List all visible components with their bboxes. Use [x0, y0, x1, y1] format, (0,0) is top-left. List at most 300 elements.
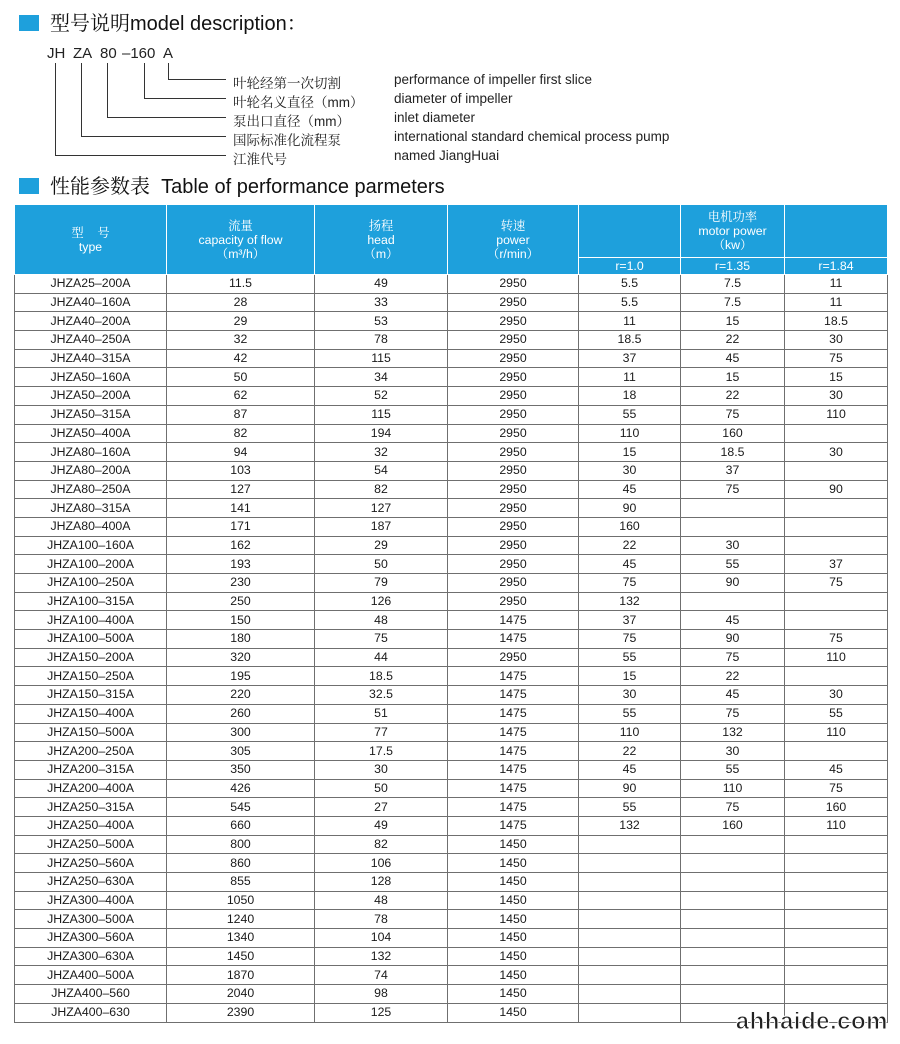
table-cell: 29 — [167, 312, 315, 331]
table-cell: 2950 — [448, 574, 579, 593]
table-cell: JHZA200–315A — [15, 760, 167, 779]
table-row — [15, 611, 888, 630]
table-row — [15, 499, 888, 518]
table-cell: 2040 — [167, 985, 315, 1004]
table-cell: 30 — [681, 742, 785, 761]
table-cell: 125 — [315, 1003, 448, 1022]
desc-en-4: international standard chemical process pump — [394, 129, 670, 144]
table-cell: JHZA400–560 — [15, 985, 167, 1004]
table-cell: 75 — [579, 574, 681, 593]
table-cell: JHZA100–200A — [15, 555, 167, 574]
table-cell: 1475 — [448, 611, 579, 630]
table-row — [15, 686, 888, 705]
table-row — [15, 424, 888, 443]
table-cell: JHZA100–500A — [15, 630, 167, 649]
table-row — [15, 966, 888, 985]
table-cell — [579, 910, 681, 929]
table-row — [15, 461, 888, 480]
table-cell: 1450 — [448, 985, 579, 1004]
table-cell: JHZA50–315A — [15, 405, 167, 424]
table-row — [15, 331, 888, 350]
table-cell: 160 — [681, 424, 785, 443]
table-cell: 75 — [785, 630, 888, 649]
table-cell: 28 — [167, 293, 315, 312]
table-cell: 115 — [315, 405, 448, 424]
code-80: 80 — [100, 45, 117, 62]
table-cell: 1450 — [448, 1003, 579, 1022]
table-cell: 34 — [315, 368, 448, 387]
table-cell: 94 — [167, 443, 315, 462]
table-cell: 22 — [681, 387, 785, 406]
table-cell: 194 — [315, 424, 448, 443]
table-cell: 42 — [167, 349, 315, 368]
table-cell: JHZA300–630A — [15, 947, 167, 966]
table-cell: JHZA200–250A — [15, 742, 167, 761]
table-cell — [579, 854, 681, 873]
header-motor-blank — [579, 205, 681, 258]
table-cell: 2950 — [448, 368, 579, 387]
table-cell: 11 — [579, 368, 681, 387]
table-cell: 50 — [315, 555, 448, 574]
table-row — [15, 443, 888, 462]
table-cell: 30 — [315, 760, 448, 779]
table-cell: 103 — [167, 461, 315, 480]
table-cell: 90 — [681, 574, 785, 593]
table-row — [15, 349, 888, 368]
table-cell: JHZA25–200A — [15, 275, 167, 294]
table-cell: 17.5 — [315, 742, 448, 761]
table-cell: 75 — [579, 630, 681, 649]
table-cell: 260 — [167, 704, 315, 723]
table-row — [15, 480, 888, 499]
table-row — [15, 816, 888, 835]
table-cell: 1870 — [167, 966, 315, 985]
table-cell: JHZA80–315A — [15, 499, 167, 518]
table-cell: 15 — [785, 368, 888, 387]
table-cell: 18.5 — [681, 443, 785, 462]
desc-zh-3: 泵出口直径（mm） — [233, 114, 350, 129]
table-cell: 50 — [315, 779, 448, 798]
table-cell: 2950 — [448, 592, 579, 611]
table-cell: 7.5 — [681, 293, 785, 312]
performance-table — [14, 204, 888, 1023]
header-type: 型 号 type — [15, 205, 167, 275]
table-cell: 75 — [785, 779, 888, 798]
table-cell — [579, 873, 681, 892]
table-cell: 180 — [167, 630, 315, 649]
table-cell: JHZA100–315A — [15, 592, 167, 611]
table-cell: 30 — [785, 686, 888, 705]
table-cell: 320 — [167, 648, 315, 667]
table-cell: 305 — [167, 742, 315, 761]
table-cell: 545 — [167, 798, 315, 817]
table-cell: 2950 — [448, 461, 579, 480]
table-cell: JHZA250–500A — [15, 835, 167, 854]
section-marker-icon — [19, 178, 39, 194]
table-cell: 75 — [681, 704, 785, 723]
table-cell — [785, 461, 888, 480]
desc-zh-4: 国际标准化流程泵 — [233, 133, 341, 148]
table-cell: 660 — [167, 816, 315, 835]
table-cell: 1450 — [448, 947, 579, 966]
table-cell: 2950 — [448, 405, 579, 424]
table-cell: 30 — [681, 536, 785, 555]
table-cell: 30 — [785, 443, 888, 462]
table-cell: 22 — [681, 331, 785, 350]
table-cell — [785, 592, 888, 611]
table-cell: 1340 — [167, 929, 315, 948]
table-row — [15, 723, 888, 742]
table-cell: 45 — [579, 760, 681, 779]
table-cell: JHZA80–200A — [15, 461, 167, 480]
table-cell: 22 — [681, 667, 785, 686]
table-cell: JHZA40–315A — [15, 349, 167, 368]
table-cell: 110 — [785, 648, 888, 667]
table-cell: 30 — [579, 461, 681, 480]
table-cell: 82 — [315, 480, 448, 499]
table-cell: 90 — [785, 480, 888, 499]
table-cell: 350 — [167, 760, 315, 779]
table-row — [15, 574, 888, 593]
table-cell: 50 — [167, 368, 315, 387]
table-cell: 1475 — [448, 798, 579, 817]
table-cell: 98 — [315, 985, 448, 1004]
table-cell: 426 — [167, 779, 315, 798]
table-cell: 90 — [579, 499, 681, 518]
table-cell: JHZA80–250A — [15, 480, 167, 499]
table-row — [15, 667, 888, 686]
table-cell: JHZA80–160A — [15, 443, 167, 462]
table-cell: 127 — [167, 480, 315, 499]
table-cell: 220 — [167, 686, 315, 705]
table-cell — [681, 873, 785, 892]
table-cell: JHZA250–315A — [15, 798, 167, 817]
watermark: ahhaide.com — [735, 1008, 888, 1035]
table-cell — [785, 499, 888, 518]
table-cell: JHZA400–630 — [15, 1003, 167, 1022]
table-cell: 160 — [785, 798, 888, 817]
table-cell — [785, 835, 888, 854]
table-cell: 49 — [315, 816, 448, 835]
code-160: –160 — [122, 45, 156, 62]
table-cell: 45 — [681, 611, 785, 630]
table-row — [15, 275, 888, 294]
table-cell: 110 — [785, 405, 888, 424]
table-row — [15, 760, 888, 779]
table-cell — [681, 947, 785, 966]
table-cell: 2950 — [448, 480, 579, 499]
table-cell — [579, 891, 681, 910]
table-cell — [681, 835, 785, 854]
table-cell — [785, 891, 888, 910]
table-cell: JHZA150–250A — [15, 667, 167, 686]
table-cell: 110 — [681, 779, 785, 798]
table-cell: 150 — [167, 611, 315, 630]
table-cell: 11.5 — [167, 275, 315, 294]
table-cell: 55 — [785, 704, 888, 723]
table-row — [15, 947, 888, 966]
table-cell: 82 — [167, 424, 315, 443]
header-head: 扬程 head （m） — [315, 205, 448, 275]
table-cell: JHZA40–200A — [15, 312, 167, 331]
table-cell: 1450 — [448, 910, 579, 929]
table-cell: 132 — [579, 816, 681, 835]
table-cell: 7.5 — [681, 275, 785, 294]
table-cell: 55 — [579, 704, 681, 723]
table-cell: 33 — [315, 293, 448, 312]
table-row — [15, 742, 888, 761]
table-row — [15, 312, 888, 331]
table-cell: JHZA100–400A — [15, 611, 167, 630]
table-cell — [681, 891, 785, 910]
code-za: ZA — [73, 45, 93, 62]
table-cell: JHZA100–160A — [15, 536, 167, 555]
table-cell — [785, 873, 888, 892]
table-cell: 1450 — [167, 947, 315, 966]
header-motor: 电机功率 motor power （kw） — [681, 205, 785, 258]
table-cell — [785, 667, 888, 686]
table-cell — [681, 854, 785, 873]
table-cell: 2950 — [448, 331, 579, 350]
table-cell: 44 — [315, 648, 448, 667]
table-cell: 132 — [579, 592, 681, 611]
table-cell: 30 — [579, 686, 681, 705]
table-cell: JHZA80–400A — [15, 517, 167, 536]
table-cell — [681, 517, 785, 536]
table-cell: 18.5 — [315, 667, 448, 686]
table-cell: 2950 — [448, 555, 579, 574]
header-ratio-2: r=1.35 — [681, 258, 785, 275]
desc-en-2: diameter of impeller — [394, 91, 513, 106]
table-cell — [785, 611, 888, 630]
table-cell: JHZA40–250A — [15, 331, 167, 350]
table-cell: 37 — [785, 555, 888, 574]
table-cell: 2950 — [448, 312, 579, 331]
table-cell: 27 — [315, 798, 448, 817]
table-row — [15, 835, 888, 854]
table-row — [15, 293, 888, 312]
code-jh: JH — [47, 45, 66, 62]
header-ratio-1: r=1.0 — [579, 258, 681, 275]
table-cell: 2390 — [167, 1003, 315, 1022]
table-cell — [579, 1003, 681, 1022]
table-cell: 62 — [167, 387, 315, 406]
table-cell — [579, 947, 681, 966]
table-cell — [681, 499, 785, 518]
table-cell — [785, 929, 888, 948]
table-cell: 77 — [315, 723, 448, 742]
table-heading: 性能参数表 Table of performance parmeters — [50, 176, 445, 198]
table-cell: 15 — [681, 368, 785, 387]
table-cell: 106 — [315, 854, 448, 873]
table-cell: 2950 — [448, 424, 579, 443]
table-cell — [579, 966, 681, 985]
table-cell: 32 — [315, 443, 448, 462]
table-cell: 75 — [681, 405, 785, 424]
table-row — [15, 779, 888, 798]
table-cell: 11 — [785, 293, 888, 312]
model-heading: 型号说明model description： — [50, 13, 307, 35]
table-cell: 2950 — [448, 275, 579, 294]
table-cell: 160 — [681, 816, 785, 835]
table-row — [15, 798, 888, 817]
table-row — [15, 387, 888, 406]
table-cell: 1450 — [448, 873, 579, 892]
table-cell — [579, 929, 681, 948]
table-cell — [681, 985, 785, 1004]
table-cell: 55 — [579, 798, 681, 817]
table-cell: 15 — [579, 443, 681, 462]
table-cell — [785, 910, 888, 929]
table-cell: 29 — [315, 536, 448, 555]
table-cell: 115 — [315, 349, 448, 368]
table-cell: 22 — [579, 742, 681, 761]
table-cell: 2950 — [448, 349, 579, 368]
table-cell: 2950 — [448, 387, 579, 406]
table-cell: 78 — [315, 331, 448, 350]
table-cell: 45 — [681, 349, 785, 368]
table-cell — [785, 966, 888, 985]
table-cell: 110 — [579, 424, 681, 443]
table-cell: 1450 — [448, 854, 579, 873]
desc-zh-2: 叶轮名义直径（mm） — [233, 95, 364, 110]
table-cell: 2950 — [448, 499, 579, 518]
table-cell — [785, 424, 888, 443]
table-cell: JHZA100–250A — [15, 574, 167, 593]
table-row — [15, 405, 888, 424]
table-cell: 90 — [681, 630, 785, 649]
table-cell: 1450 — [448, 891, 579, 910]
table-cell: 855 — [167, 873, 315, 892]
code-a: A — [163, 45, 174, 62]
table-row — [15, 368, 888, 387]
desc-en-3: inlet diameter — [394, 110, 476, 125]
table-cell: 90 — [579, 779, 681, 798]
header-ratio-3: r=1.84 — [785, 258, 888, 275]
table-cell — [681, 966, 785, 985]
table-cell: 1475 — [448, 779, 579, 798]
table-cell: 5.5 — [579, 275, 681, 294]
table-cell: JHZA300–500A — [15, 910, 167, 929]
table-cell: 53 — [315, 312, 448, 331]
table-cell: 128 — [315, 873, 448, 892]
table-cell: 45 — [785, 760, 888, 779]
table-cell: 15 — [579, 667, 681, 686]
table-cell: 37 — [681, 461, 785, 480]
desc-en-5: named JiangHuai — [394, 148, 500, 163]
table-cell: 110 — [579, 723, 681, 742]
table-row — [15, 592, 888, 611]
table-cell: 2950 — [448, 648, 579, 667]
table-cell: 75 — [785, 574, 888, 593]
table-cell: 75 — [785, 349, 888, 368]
table-cell: 2950 — [448, 536, 579, 555]
table-cell: JHZA200–400A — [15, 779, 167, 798]
table-cell: 160 — [579, 517, 681, 536]
table-cell: JHZA250–560A — [15, 854, 167, 873]
table-cell: 22 — [579, 536, 681, 555]
table-cell: 54 — [315, 461, 448, 480]
table-cell: 104 — [315, 929, 448, 948]
table-cell: 51 — [315, 704, 448, 723]
table-cell: 195 — [167, 667, 315, 686]
table-cell — [785, 985, 888, 1004]
header-power: 转速 power （r/min） — [448, 205, 579, 275]
table-cell: 1475 — [448, 760, 579, 779]
table-cell — [681, 910, 785, 929]
table-cell: 18 — [579, 387, 681, 406]
table-cell: 49 — [315, 275, 448, 294]
table-cell: 132 — [315, 947, 448, 966]
table-cell — [681, 929, 785, 948]
table-cell — [785, 536, 888, 555]
table-row — [15, 536, 888, 555]
table-row — [15, 929, 888, 948]
table-cell: 78 — [315, 910, 448, 929]
desc-zh-5: 江淮代号 — [233, 152, 287, 167]
table-cell: 15 — [681, 312, 785, 331]
table-cell: 37 — [579, 349, 681, 368]
table-cell: 1475 — [448, 667, 579, 686]
table-cell: 300 — [167, 723, 315, 742]
table-cell: JHZA300–400A — [15, 891, 167, 910]
table-cell: 126 — [315, 592, 448, 611]
table-cell: 45 — [579, 555, 681, 574]
table-cell: 45 — [579, 480, 681, 499]
table-cell: 74 — [315, 966, 448, 985]
table-cell: 250 — [167, 592, 315, 611]
table-row — [15, 517, 888, 536]
table-cell: JHZA40–160A — [15, 293, 167, 312]
table-body — [15, 275, 888, 1023]
table-cell: 75 — [681, 798, 785, 817]
table-cell: 2950 — [448, 443, 579, 462]
table-cell: 75 — [315, 630, 448, 649]
table-cell: 162 — [167, 536, 315, 555]
table-cell: 1475 — [448, 816, 579, 835]
table-cell: 1450 — [448, 966, 579, 985]
table-cell: 2950 — [448, 517, 579, 536]
table-cell: 55 — [579, 648, 681, 667]
table-row — [15, 630, 888, 649]
table-cell — [785, 517, 888, 536]
table-cell: JHZA150–400A — [15, 704, 167, 723]
table-cell: 55 — [681, 760, 785, 779]
table-cell: JHZA150–200A — [15, 648, 167, 667]
table-cell: 45 — [681, 686, 785, 705]
header-flow: 流量 capacity of flow （m³/h） — [167, 205, 315, 275]
table-cell — [785, 947, 888, 966]
table-cell: 75 — [681, 480, 785, 499]
table-cell: 75 — [681, 648, 785, 667]
table-cell: 11 — [785, 275, 888, 294]
desc-zh-1: 叶轮经第一次切割 — [233, 76, 341, 91]
table-cell: 1475 — [448, 686, 579, 705]
table-cell: 37 — [579, 611, 681, 630]
table-cell: 82 — [315, 835, 448, 854]
table-cell: 1475 — [448, 723, 579, 742]
table-cell: 2950 — [448, 293, 579, 312]
table-cell: 141 — [167, 499, 315, 518]
table-cell — [579, 985, 681, 1004]
table-cell: 5.5 — [579, 293, 681, 312]
table-cell: 1475 — [448, 742, 579, 761]
table-cell: 193 — [167, 555, 315, 574]
table-cell: JHZA250–400A — [15, 816, 167, 835]
table-cell — [785, 854, 888, 873]
table-cell: 48 — [315, 891, 448, 910]
table-cell: JHZA50–160A — [15, 368, 167, 387]
